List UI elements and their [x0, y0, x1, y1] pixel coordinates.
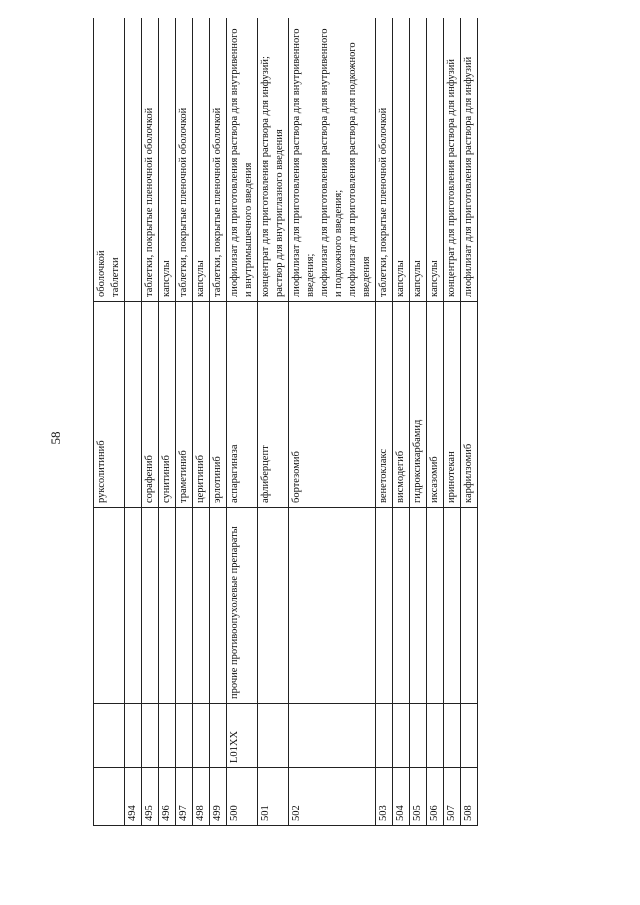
row-number: 502	[289, 768, 376, 826]
atc-code	[94, 704, 125, 768]
dosage-forms	[393, 18, 410, 302]
drug-name: висмодегиб	[393, 302, 410, 508]
drug-name: венетоклакс	[376, 302, 393, 508]
dosage-form: таблетки	[110, 257, 121, 297]
atc-code	[289, 704, 376, 768]
row-number: 508	[461, 768, 478, 826]
table-row	[410, 18, 427, 826]
dosage-forms	[159, 18, 176, 302]
dosage-form: капсулы	[161, 260, 172, 297]
dosage-form: оболочкой	[96, 250, 107, 297]
atc-code	[393, 704, 410, 768]
pharmacological-group	[159, 508, 176, 704]
drug-name: афлиберцепт	[258, 302, 289, 508]
row-number: 497	[176, 768, 193, 826]
page-number: 58	[48, 431, 63, 445]
dosage-form: таблетки, покрытые пленочной оболочкой	[378, 107, 389, 297]
drug-name: карфилзомиб	[461, 302, 478, 508]
atc-code	[210, 704, 227, 768]
atc-code	[427, 704, 444, 768]
pharmacological-group	[193, 508, 210, 704]
table-row	[444, 18, 461, 826]
dosage-forms	[210, 18, 227, 302]
drug-name: иринотекан	[444, 302, 461, 508]
pharmacological-group	[444, 508, 461, 704]
dosage-forms	[258, 18, 289, 302]
table-row	[125, 18, 142, 826]
row-number: 507	[444, 768, 461, 826]
pharmacological-group	[258, 508, 289, 704]
row-number: 495	[142, 768, 159, 826]
pharmacological-group	[427, 508, 444, 704]
table-row	[159, 18, 176, 826]
atc-code	[193, 704, 210, 768]
dosage-form: концентрат для приготовления раствора для инфузий	[446, 59, 457, 297]
dosage-forms	[376, 18, 393, 302]
atc-code	[410, 704, 427, 768]
table-row	[461, 18, 478, 826]
drug-name: эрлотиниб	[210, 302, 227, 508]
dosage-form: капсулы	[195, 260, 206, 297]
table-row	[289, 18, 376, 826]
pharmacological-group	[461, 508, 478, 704]
drug-name: сорафениб	[142, 302, 159, 508]
dosage-forms	[461, 18, 478, 302]
pharmacological-group	[210, 508, 227, 704]
drug-name: сунитиниб	[159, 302, 176, 508]
dosage-forms	[289, 18, 376, 302]
atc-code	[258, 704, 289, 768]
table-row	[193, 18, 210, 826]
pharmacological-group	[410, 508, 427, 704]
row-number: 499	[210, 768, 227, 826]
dosage-form: лиофилизат для приготовления раствора для внутривенного и внутримышечного введения	[229, 28, 254, 297]
atc-code	[125, 704, 142, 768]
drug-name: гидроксикарбамид	[410, 302, 427, 508]
table-row	[376, 18, 393, 826]
pharmacological-group	[376, 508, 393, 704]
row-number: 494	[125, 768, 142, 826]
atc-code: L01XX	[227, 704, 258, 768]
pharmacological-group	[176, 508, 193, 704]
pharmacological-group	[142, 508, 159, 704]
dosage-form: лиофилизат для приготовления раствора для инфузий	[463, 56, 474, 297]
dosage-forms	[227, 18, 258, 302]
atc-code	[142, 704, 159, 768]
table-row	[210, 18, 227, 826]
table-row	[258, 18, 289, 826]
dosage-form: таблетки, покрытые пленочной оболочкой	[178, 107, 189, 297]
pharmacological-group	[125, 508, 142, 704]
table-row	[227, 18, 258, 826]
drug-name: иксазомиб	[427, 302, 444, 508]
pharmacological-group	[94, 508, 125, 704]
drug-name: церитиниб	[193, 302, 210, 508]
row-number: 504	[393, 768, 410, 826]
dosage-forms	[176, 18, 193, 302]
table-row	[427, 18, 444, 826]
row-number: 498	[193, 768, 210, 826]
dosage-form: концентрат для приготовления раствора для инфузий; раствор для внутриглазного введения	[260, 56, 285, 297]
dosage-forms	[444, 18, 461, 302]
atc-code	[461, 704, 478, 768]
row-number	[94, 768, 125, 826]
row-number: 505	[410, 768, 427, 826]
row-number: 501	[258, 768, 289, 826]
atc-code	[376, 704, 393, 768]
pharmacological-group: прочие противоопухолевые препараты	[227, 508, 258, 704]
drug-name: аспарагиназа	[227, 302, 258, 508]
dosage-forms	[125, 18, 142, 302]
dosage-forms	[142, 18, 159, 302]
dosage-form: лиофилизат для приготовления раствора для подкожного введения	[347, 42, 372, 297]
drug-name: руксолитиниб	[94, 302, 125, 508]
row-number: 500	[227, 768, 258, 826]
table-row	[94, 18, 125, 826]
atc-code	[159, 704, 176, 768]
dosage-form: лиофилизат для приготовления раствора для внутривенного введения;	[291, 28, 316, 297]
dosage-forms	[193, 18, 210, 302]
row-number: 503	[376, 768, 393, 826]
drug-list-table	[93, 18, 478, 826]
dosage-forms	[427, 18, 444, 302]
dosage-form: таблетки, покрытые пленочной оболочкой	[144, 107, 155, 297]
table-row	[142, 18, 159, 826]
dosage-form: капсулы	[395, 260, 406, 297]
table-row	[176, 18, 193, 826]
drug-name: бортезомиб	[289, 302, 376, 508]
dosage-form: капсулы	[412, 260, 423, 297]
pharmacological-group	[393, 508, 410, 704]
atc-code	[444, 704, 461, 768]
rotated-table	[93, 18, 568, 826]
dosage-form: лиофилизат для приготовления раствора для внутривенного и подкожного введения;	[319, 28, 344, 297]
dosage-form: капсулы	[429, 260, 440, 297]
pharmacological-group	[289, 508, 376, 704]
row-number: 496	[159, 768, 176, 826]
rotated-table-container	[93, 18, 568, 826]
dosage-form: таблетки, покрытые пленочной оболочкой	[212, 107, 223, 297]
row-number: 506	[427, 768, 444, 826]
table-row	[393, 18, 410, 826]
drug-name	[125, 302, 142, 508]
drug-name: траметиниб	[176, 302, 193, 508]
dosage-forms	[410, 18, 427, 302]
atc-code	[176, 704, 193, 768]
dosage-forms	[94, 18, 125, 302]
